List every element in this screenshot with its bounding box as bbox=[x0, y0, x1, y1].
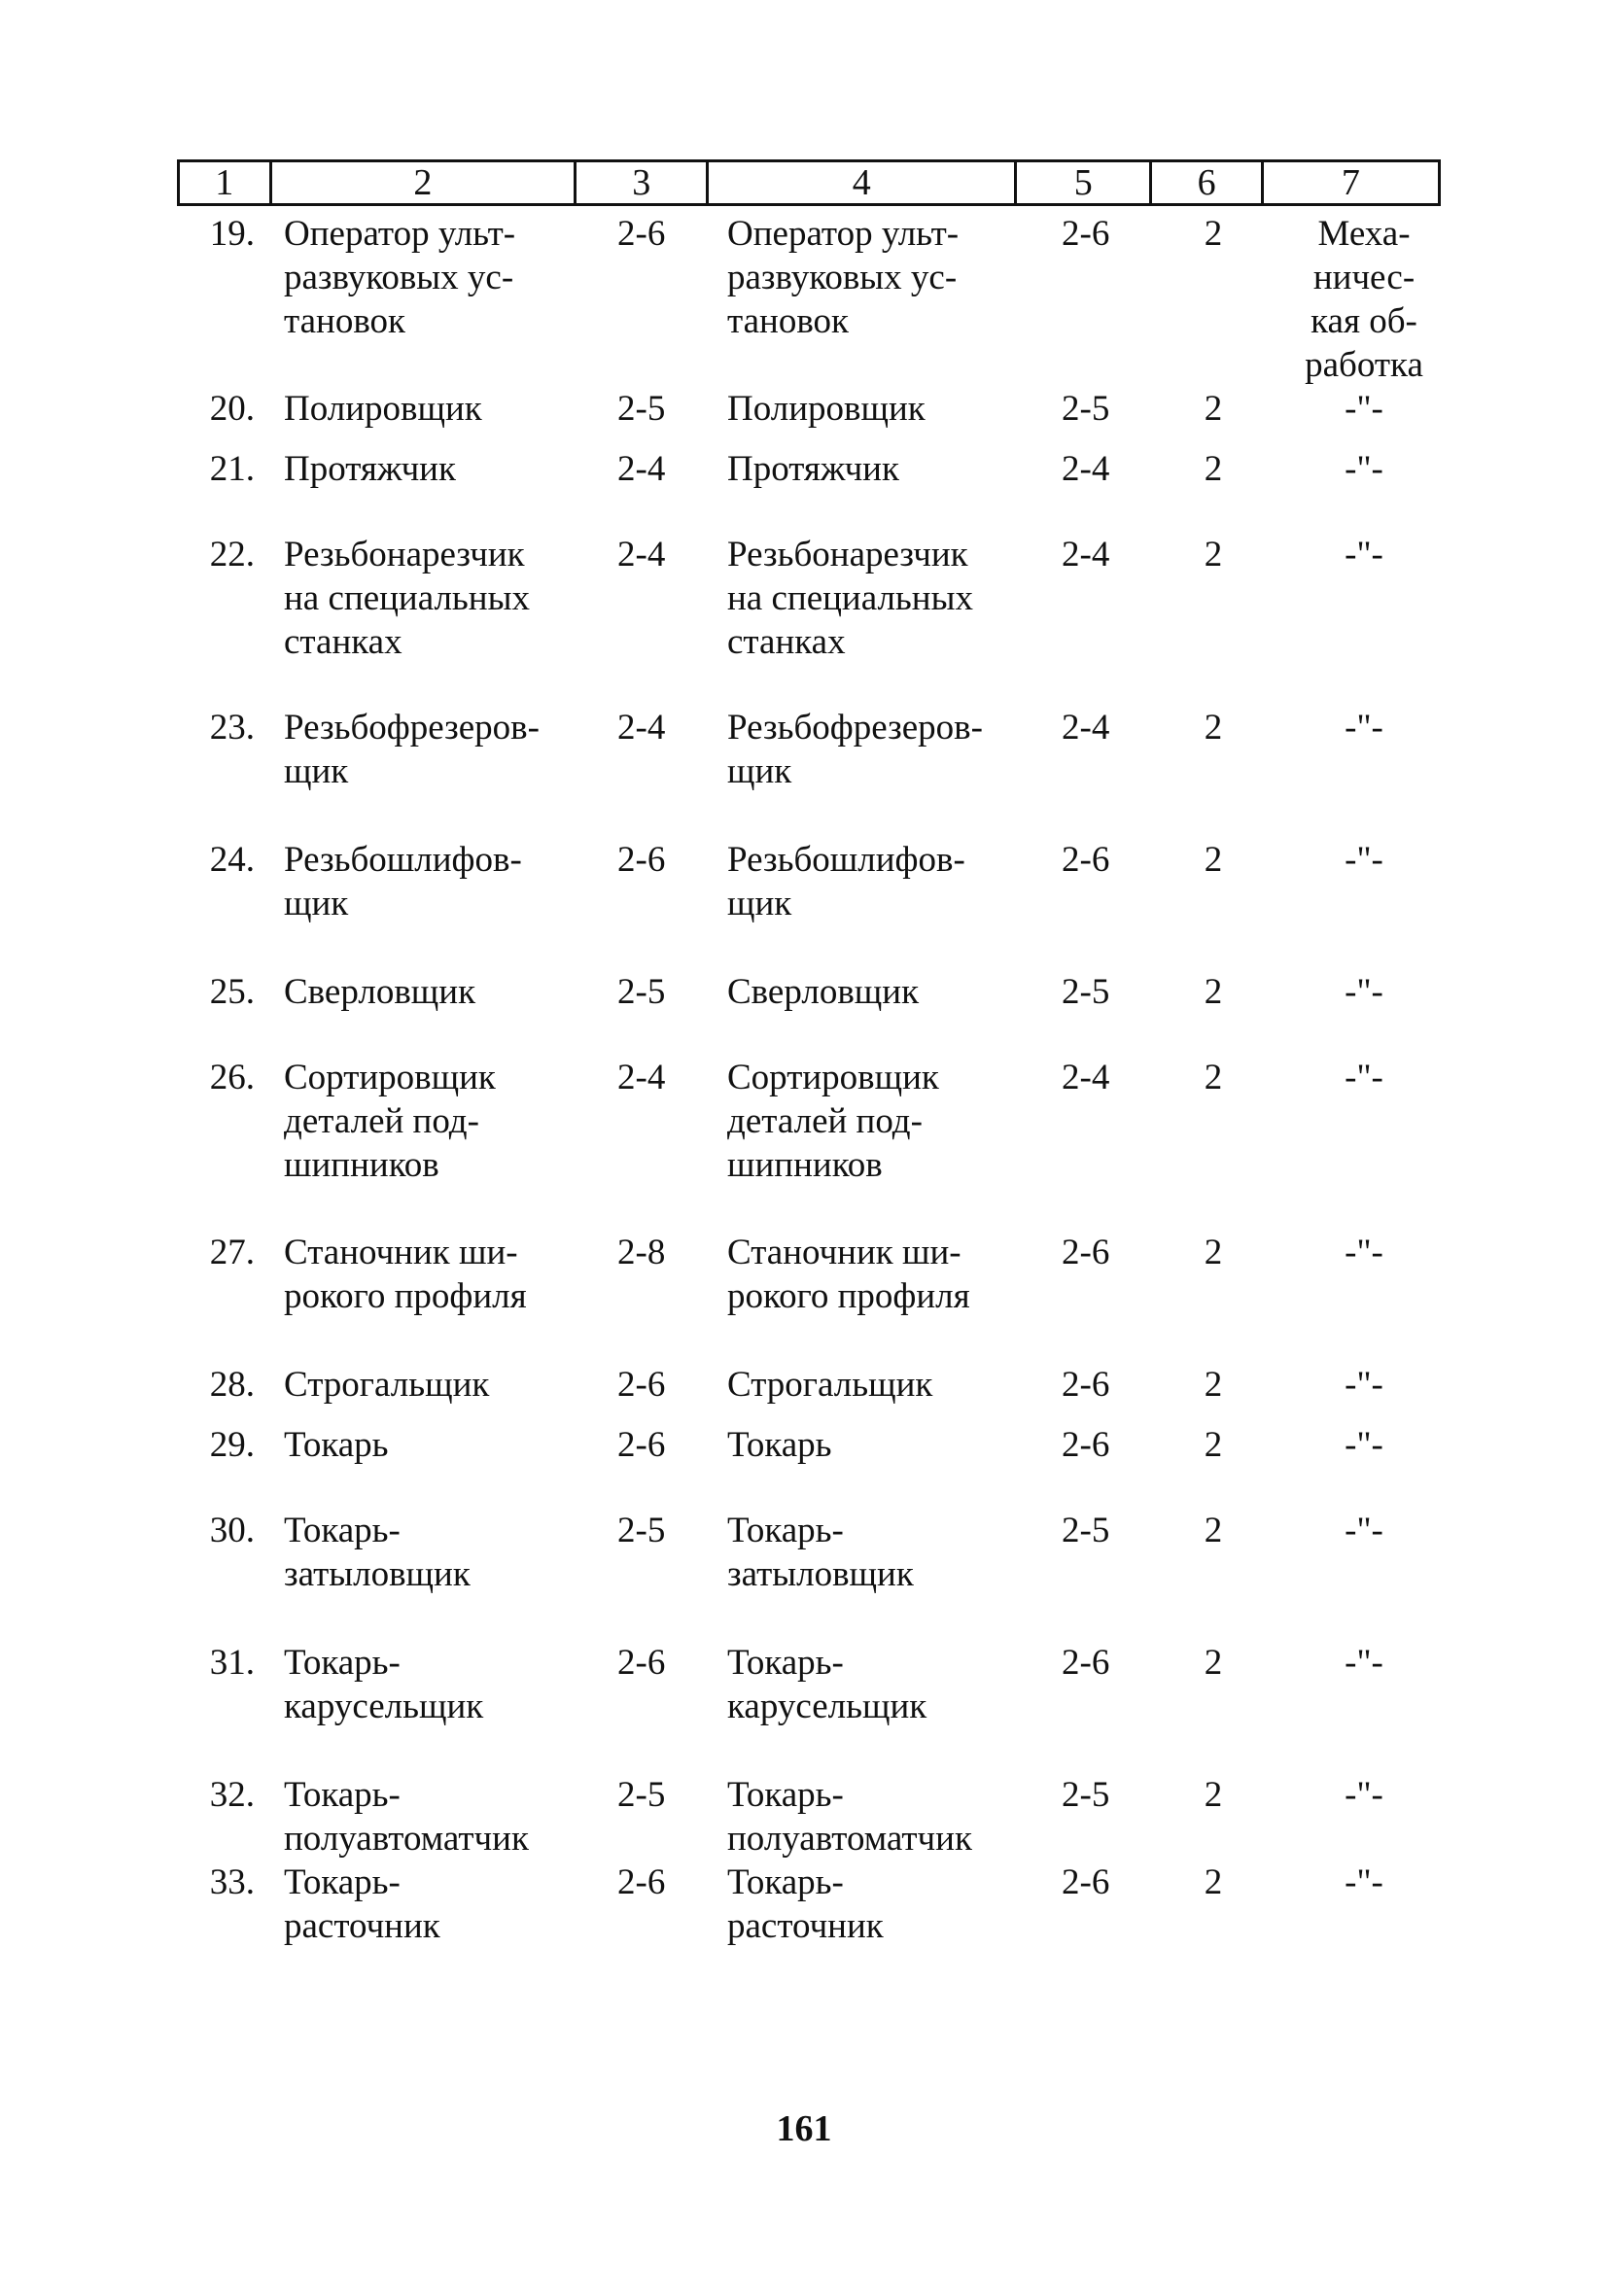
profession-name: Сверловщик bbox=[284, 972, 476, 1012]
column-6-value: 2 bbox=[1204, 1862, 1223, 1902]
category-range: 2-6 bbox=[617, 1425, 666, 1465]
section-name: -"- bbox=[1345, 449, 1383, 489]
row-number: 29. bbox=[209, 1425, 255, 1465]
profession-name: Резьбонарезчик на специальных станках bbox=[284, 535, 530, 662]
profession-name-new: Резьбонарезчик на специальных станках bbox=[727, 535, 973, 662]
column-6-value: 2 bbox=[1204, 1058, 1223, 1097]
row-number: 30. bbox=[209, 1511, 255, 1550]
section-name: -"- bbox=[1345, 1643, 1383, 1683]
column-6-value: 2 bbox=[1204, 708, 1223, 748]
category-range-new: 2-6 bbox=[1062, 1233, 1110, 1272]
category-range-new: 2-6 bbox=[1062, 1862, 1110, 1902]
profession-name: Токарь- карусельщик bbox=[284, 1643, 484, 1726]
category-range: 2-8 bbox=[617, 1233, 666, 1272]
column-6-value: 2 bbox=[1204, 214, 1223, 254]
profession-name-new: Токарь- карусельщик bbox=[727, 1643, 927, 1726]
section-name: -"- bbox=[1345, 1058, 1383, 1097]
profession-name-new: Сверловщик bbox=[727, 972, 920, 1012]
profession-name: Сортировщик деталей под- шипников bbox=[284, 1058, 496, 1185]
profession-name: Оператор ульт- развуковых ус- тановок bbox=[284, 214, 516, 341]
category-range: 2-4 bbox=[617, 708, 666, 748]
section-name: -"- bbox=[1345, 535, 1383, 574]
category-range-new: 2-6 bbox=[1062, 840, 1110, 880]
profession-name-new: Резьбошлифов- щик bbox=[727, 840, 965, 923]
category-range: 2-4 bbox=[617, 449, 666, 489]
column-6-value: 2 bbox=[1204, 1643, 1223, 1683]
column-number-header bbox=[177, 159, 1441, 206]
header-cell-5: 5 bbox=[1017, 162, 1152, 203]
category-range: 2-6 bbox=[617, 1365, 666, 1405]
category-range: 2-5 bbox=[617, 972, 666, 1012]
profession-name-new: Станочник ши- рокого профиля bbox=[727, 1233, 970, 1316]
profession-name-new: Токарь bbox=[727, 1425, 832, 1465]
row-number: 27. bbox=[209, 1233, 255, 1272]
profession-name-new: Полировщик bbox=[727, 389, 926, 429]
column-6-value: 2 bbox=[1204, 1233, 1223, 1272]
row-number: 23. bbox=[209, 708, 255, 748]
category-range-new: 2-6 bbox=[1062, 1425, 1110, 1465]
category-range-new: 2-6 bbox=[1062, 1365, 1110, 1405]
row-number: 22. bbox=[209, 535, 255, 574]
category-range: 2-6 bbox=[617, 840, 666, 880]
column-6-value: 2 bbox=[1204, 1775, 1223, 1815]
row-number: 20. bbox=[209, 389, 255, 429]
row-number: 21. bbox=[209, 449, 255, 489]
profession-name-new: Токарь- затыловщик bbox=[727, 1511, 914, 1594]
row-number: 31. bbox=[209, 1643, 255, 1683]
category-range: 2-6 bbox=[617, 1643, 666, 1683]
category-range: 2-5 bbox=[617, 389, 666, 429]
column-6-value: 2 bbox=[1204, 1425, 1223, 1465]
profession-name-new: Сортировщик деталей под- шипников bbox=[727, 1058, 939, 1185]
section-name: -"- bbox=[1345, 840, 1383, 880]
column-6-value: 2 bbox=[1204, 840, 1223, 880]
profession-name: Резьбофрезеров- щик bbox=[284, 708, 540, 791]
column-6-value: 2 bbox=[1204, 535, 1223, 574]
column-6-value: 2 bbox=[1204, 1365, 1223, 1405]
section-name: -"- bbox=[1345, 708, 1383, 748]
column-6-value: 2 bbox=[1204, 449, 1223, 489]
section-name: -"- bbox=[1345, 1862, 1383, 1902]
profession-name: Резьбошлифов- щик bbox=[284, 840, 522, 923]
category-range-new: 2-4 bbox=[1062, 1058, 1110, 1097]
row-number: 28. bbox=[209, 1365, 255, 1405]
column-6-value: 2 bbox=[1204, 972, 1223, 1012]
section-name: Меха- ничес- кая об- работка bbox=[1305, 214, 1423, 385]
category-range: 2-5 bbox=[617, 1511, 666, 1550]
category-range: 2-6 bbox=[617, 214, 666, 254]
category-range-new: 2-6 bbox=[1062, 214, 1110, 254]
row-number: 24. bbox=[209, 840, 255, 880]
profession-name: Протяжчик bbox=[284, 449, 456, 489]
row-number: 26. bbox=[209, 1058, 255, 1097]
category-range-new: 2-4 bbox=[1062, 708, 1110, 748]
profession-name: Токарь- полуавтоматчик bbox=[284, 1775, 529, 1859]
category-range: 2-6 bbox=[617, 1862, 666, 1902]
section-name: -"- bbox=[1345, 972, 1383, 1012]
category-range-new: 2-6 bbox=[1062, 1643, 1110, 1683]
header-cell-2: 2 bbox=[272, 162, 577, 203]
row-number: 25. bbox=[209, 972, 255, 1012]
category-range-new: 2-4 bbox=[1062, 535, 1110, 574]
profession-name: Токарь- расточник bbox=[284, 1862, 440, 1946]
profession-name: Станочник ши- рокого профиля bbox=[284, 1233, 527, 1316]
profession-name-new: Токарь- полуавтоматчик bbox=[727, 1775, 972, 1859]
profession-name-new: Оператор ульт- развуковых ус- тановок bbox=[727, 214, 960, 341]
category-range-new: 2-5 bbox=[1062, 1775, 1110, 1815]
profession-name-new: Протяжчик bbox=[727, 449, 899, 489]
category-range: 2-4 bbox=[617, 535, 666, 574]
profession-name-new: Токарь- расточник bbox=[727, 1862, 884, 1946]
category-range-new: 2-5 bbox=[1062, 1511, 1110, 1550]
section-name: -"- bbox=[1345, 1425, 1383, 1465]
row-number: 19. bbox=[209, 214, 255, 254]
header-cell-7: 7 bbox=[1341, 162, 1360, 203]
section-name: -"- bbox=[1345, 1775, 1383, 1815]
section-name: -"- bbox=[1345, 389, 1383, 429]
profession-name: Полировщик bbox=[284, 389, 482, 429]
row-number: 32. bbox=[209, 1775, 255, 1815]
category-range: 2-4 bbox=[617, 1058, 666, 1097]
profession-name: Токарь- затыловщик bbox=[284, 1511, 471, 1594]
profession-name-new: Резьбофрезеров- щик bbox=[727, 708, 983, 791]
column-6-value: 2 bbox=[1204, 1511, 1223, 1550]
header-cell-4: 4 bbox=[709, 162, 1017, 203]
page-number: 161 bbox=[776, 2108, 832, 2149]
category-range-new: 2-5 bbox=[1062, 389, 1110, 429]
header-cell-1: 1 bbox=[180, 162, 272, 203]
section-name: -"- bbox=[1345, 1233, 1383, 1272]
category-range: 2-5 bbox=[617, 1775, 666, 1815]
column-6-value: 2 bbox=[1204, 389, 1223, 429]
profession-name: Токарь bbox=[284, 1425, 389, 1465]
header-cell-6: 6 bbox=[1152, 162, 1263, 203]
category-range-new: 2-4 bbox=[1062, 449, 1110, 489]
profession-name: Строгальщик bbox=[284, 1365, 490, 1405]
profession-name-new: Строгальщик bbox=[727, 1365, 933, 1405]
category-range-new: 2-5 bbox=[1062, 972, 1110, 1012]
header-cell-3: 3 bbox=[577, 162, 709, 203]
section-name: -"- bbox=[1345, 1511, 1383, 1550]
row-number: 33. bbox=[209, 1862, 255, 1902]
section-name: -"- bbox=[1345, 1365, 1383, 1405]
